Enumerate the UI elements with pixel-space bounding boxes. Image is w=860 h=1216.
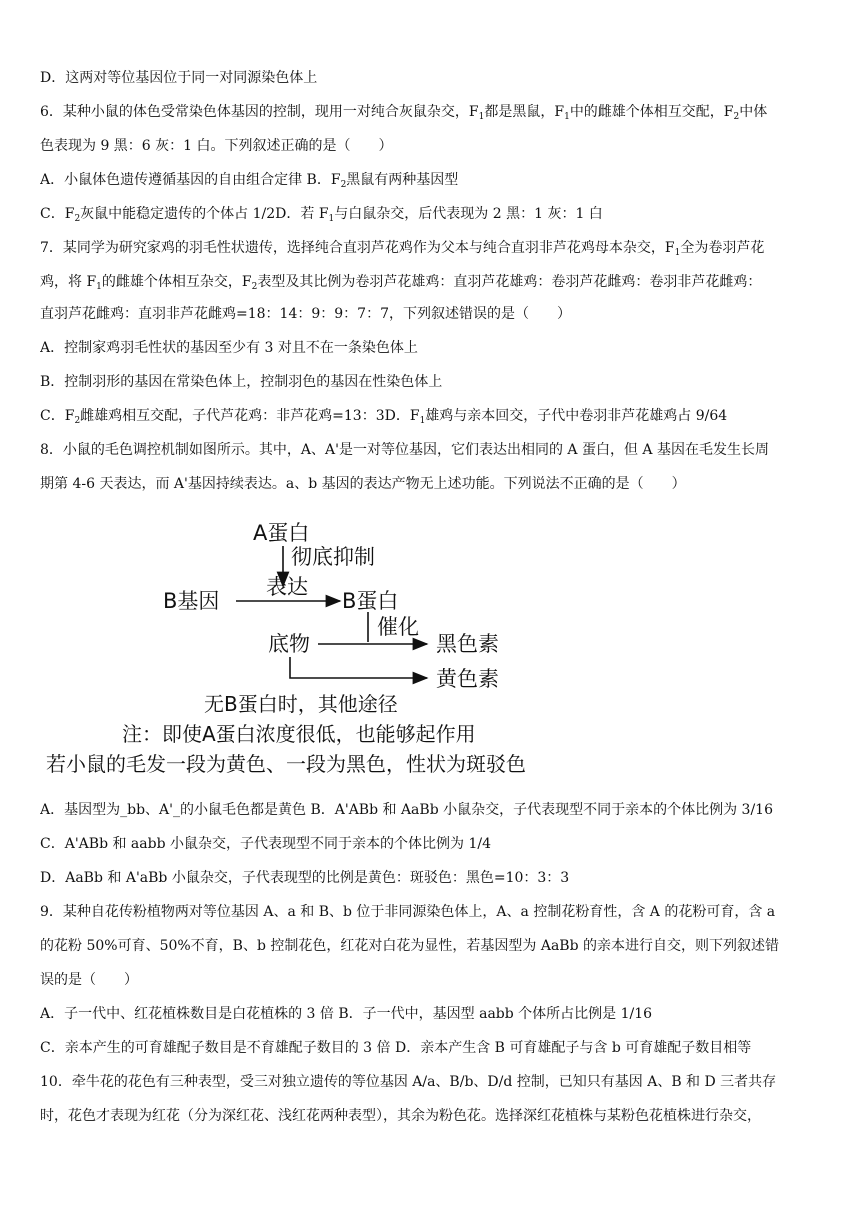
q8-stem-line2: 期第 4-6 天表达，而 A'基因持续表达。a、b 基因的表达产物无上述功能。下列说法不正确的是（ ） (40, 476, 686, 492)
catalyze-label: 催化 (377, 615, 419, 639)
q7-stem-line3: 直羽芦花雌鸡：直羽非芦花雌鸡=18：14：9：9：7：7，下列叙述错误的是（ ） (40, 306, 571, 322)
q6-stem-line1: 6．某种小鼠的体色受常染色体基因的控制，现用一对纯合灰鼠杂交，$F_1$都是黑鼠，$F_1$中的雌雄个体相互交配，$F_2$中体 (40, 104, 768, 122)
q6-stem-line2: 色表现为 9 黑：6 灰：1 白。下列叙述正确的是（ ） (40, 138, 393, 154)
q8-option-ab: A．基因型为_bb、A'_的小鼠毛色都是黄色 B．A'ABb 和 AaBb 小鼠杂交，子代表现型不同于亲本的个体比例为 3/16 (40, 802, 773, 818)
b-protein-label: B蛋白 (342, 589, 399, 613)
q5-option-d: D．这两对等位基因位于同一对同源染色体上 (40, 70, 318, 86)
q8-option-c: C．A'ABb 和 aabb 小鼠杂交，子代表现型不同于亲本的个体比例为 1/4 (40, 836, 491, 852)
q9-options-ab: A．子一代中、红花植株数目是白花植株的 3 倍 B．子一代中，基因型 aabb 个体所占比例是 1/16 (40, 1006, 653, 1022)
coat-color-diagram (40, 512, 680, 787)
q8-stem-line1: 8．小鼠的毛色调控机制如图所示。其中，A、A'是一对等位基因，它们表达出相同的 A 蛋白，但 A 基因在毛发生长周 (40, 442, 769, 458)
q9-stem-line2: 的花粉 50%可育、50%不育，B、b 控制花色，红花对白花为显性，若基因型为 AaBb 的亲本进行自交，则下列叙述错 (40, 938, 779, 954)
yellow-pathway-arrow (290, 657, 427, 678)
q7-stem-line1: 7．某同学为研究家鸡的羽毛性状遗传，选择纯合直羽芦花鸡作为父本与纯合直羽非芦花鸡母本杂交，$F_1$全为卷羽芦花 (40, 240, 765, 258)
b-gene-label: B基因 (163, 589, 220, 613)
a-protein-label: A蛋白 (253, 521, 310, 545)
q9-options-cd: C．亲本产生的可育雄配子数目是不育雄配子数目的 3 倍 D．亲本产生含 B 可育雄配子与含 b 可育雄配子数目相等 (40, 1040, 752, 1056)
q8-option-d: D．AaBb 和 A'aBb 小鼠杂交，子代表现型的比例是黄色：斑驳色：黑色=10：3：3 (40, 870, 570, 886)
no-b-protein-label: 无B蛋白时，其他途径 (204, 692, 398, 716)
q10-stem-line1: 10．牵牛花的花色有三种表型，受三对独立遗传的等位基因 A/a、B/b、D/d 控制，已知只有基因 A、B 和 D 三者共存 (40, 1074, 777, 1090)
q7-option-b: B．控制羽形的基因在常染色体上，控制羽色的基因在性染色体上 (40, 374, 443, 390)
q9-stem-line3: 误的是（ ） (40, 972, 138, 988)
q6-options-ab: A．小鼠体色遗传遵循基因的自由组合定律 B．$F_2$黑鼠有两种基因型 (40, 172, 459, 190)
substrate-label: 底物 (268, 632, 310, 656)
q6-options-cd: C．$F_2$灰鼠中能稳定遗传的个体占 1/2D．若 $F_1$与白鼠杂交，后代表现为 2 黑：1 灰：1 白 (40, 206, 603, 224)
concentration-note: 注：即使A蛋白浓度很低，也能够起作用 (122, 722, 476, 746)
mottled-note: 若小鼠的毛发一段为黄色、一段为黑色，性状为斑驳色 (46, 752, 526, 776)
q7-stem-line2: 鸡，将 $F_1$的雌雄个体相互杂交，$F_2$表型及其比例为卷羽芦花雄鸡：直羽芦花雄鸡：卷羽芦花雌鸡：卷羽非芦花雌鸡： (40, 274, 762, 292)
melanin-label: 黑色素 (436, 632, 499, 656)
yellow-pigment-label: 黄色素 (436, 667, 499, 691)
q9-stem-line1: 9．某种自花传粉植物两对等位基因 A、a 和 B、b 位于非同源染色体上，A、a 控制花粉育性，含 A 的花粉可育，含 a (40, 904, 776, 920)
q10-stem-line2: 时，花色才表现为红花（分为深红花、浅红花两种表型），其余为粉色花。选择深红花植株与某粉色花植株进行杂交， (40, 1108, 761, 1124)
q7-options-cd: C．$F_2$雌雄鸡相互交配，子代芦花鸡：非芦花鸡=13：3D．$F_1$雄鸡与亲本回交，子代中卷羽非芦花雄鸡占 9/64 (40, 408, 728, 426)
q7-option-a: A．控制家鸡羽毛性状的基因至少有 3 对且不在一条染色体上 (40, 340, 418, 356)
express-label: 表达 (266, 575, 308, 599)
inhibit-label: 彻底抑制 (291, 545, 375, 569)
